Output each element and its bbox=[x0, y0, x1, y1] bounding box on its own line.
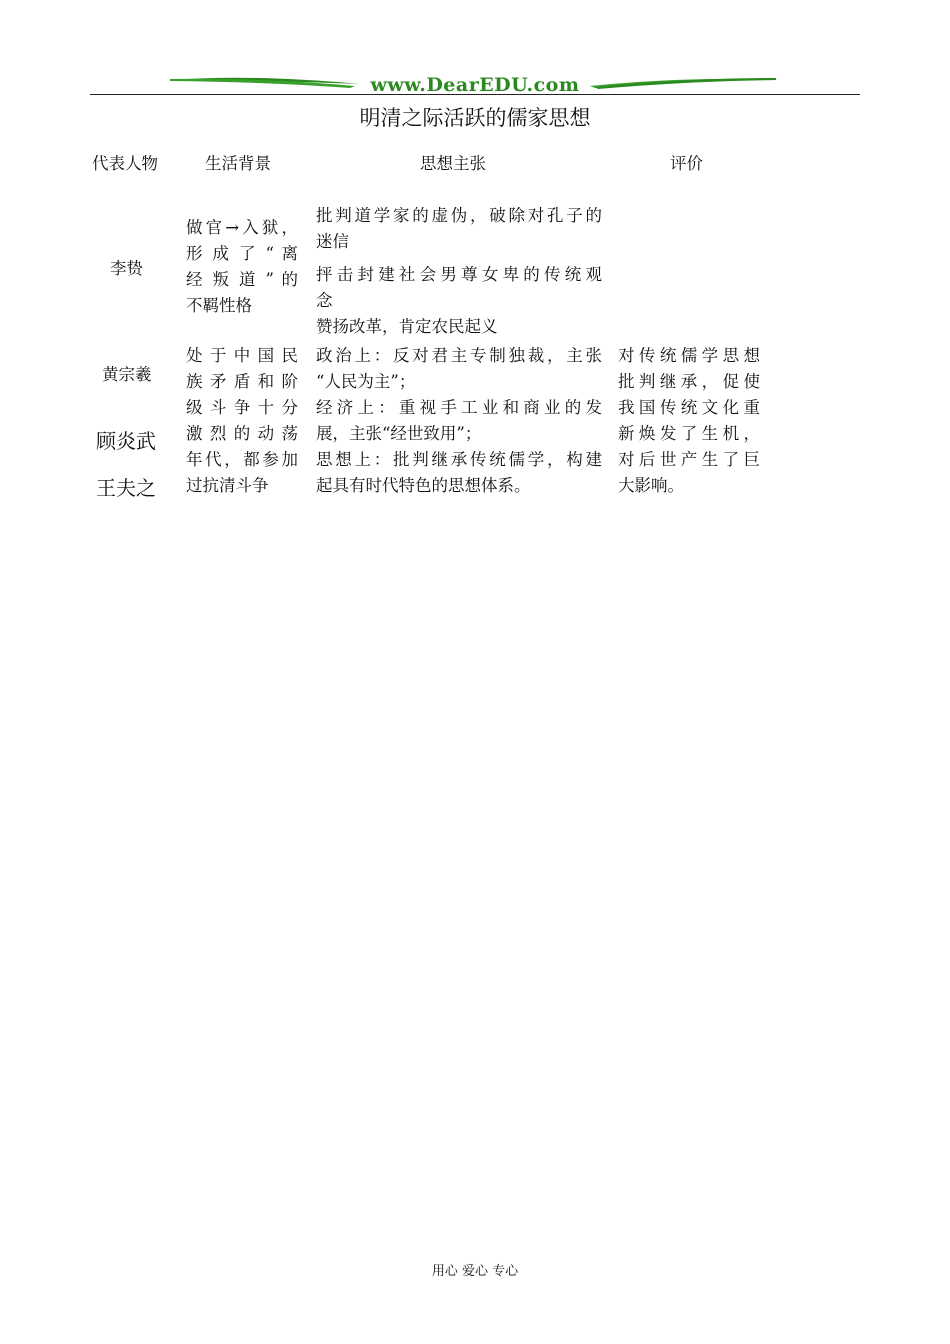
page-title: 明清之际活跃的儒家思想 bbox=[359, 106, 591, 130]
header-rule bbox=[90, 94, 860, 95]
person-name: 黄宗羲 bbox=[102, 365, 152, 384]
evaluation-line: 批判继承，促使 bbox=[618, 372, 760, 391]
logo-text: www.DearEDU.com bbox=[370, 74, 580, 96]
background-line: 族 矛 盾 和 阶 bbox=[186, 372, 298, 391]
idea-line: 经济上：重视手工业和商业的发 bbox=[316, 398, 602, 417]
idea-line: 批判道学家的虚伪，破除对孔子的 bbox=[316, 206, 602, 225]
background-line: 级 斗 争 十 分 bbox=[186, 398, 298, 417]
column-header-ideas: 思想主张 bbox=[420, 154, 486, 173]
background-line: 形 成 了 “ 离 bbox=[186, 244, 298, 263]
evaluation-line: 新焕发了生机， bbox=[618, 424, 760, 443]
idea-line: 赞扬改革，肯定农民起义 bbox=[316, 317, 498, 336]
column-header-person: 代表人物 bbox=[92, 154, 158, 173]
evaluation-line: 我国传统文化重 bbox=[618, 398, 760, 417]
person-name: 顾炎武 bbox=[96, 429, 156, 453]
background-line: 做官→入狱， bbox=[186, 218, 298, 237]
idea-line: 念 bbox=[316, 291, 333, 310]
idea-line: 迷信 bbox=[316, 232, 349, 251]
idea-line: 展，主张“经世致用”； bbox=[316, 424, 482, 443]
column-header-evaluation: 评价 bbox=[670, 154, 703, 173]
idea-line: 政治上：反对君主专制独裁，主张 bbox=[316, 346, 602, 365]
person-name: 王夫之 bbox=[96, 476, 156, 500]
background-line: 年代，都参加 bbox=[186, 450, 298, 469]
idea-line: 思想上：批判继承传统儒学，构建 bbox=[316, 450, 602, 469]
background-line: 过抗清斗争 bbox=[186, 476, 269, 495]
evaluation-line: 对传统儒学思想 bbox=[618, 346, 760, 365]
background-line: 经 叛 道 ” 的 bbox=[186, 270, 298, 289]
column-header-background: 生活背景 bbox=[205, 154, 271, 173]
idea-line: 起具有时代特色的思想体系。 bbox=[316, 476, 531, 495]
idea-line: “人民为主”； bbox=[316, 372, 416, 391]
evaluation-line: 对后世产生了巨 bbox=[618, 450, 760, 469]
evaluation-line: 大影响。 bbox=[618, 476, 684, 495]
idea-line: 抨击封建社会男尊女卑的传统观 bbox=[316, 265, 602, 284]
background-line: 处 于 中 国 民 bbox=[186, 346, 298, 365]
person-name: 李贽 bbox=[110, 259, 143, 278]
background-line: 不羁性格 bbox=[186, 296, 252, 315]
background-line: 激 烈 的 动 荡 bbox=[186, 424, 298, 443]
page-footer: 用心 爱心 专心 bbox=[431, 1264, 519, 1279]
